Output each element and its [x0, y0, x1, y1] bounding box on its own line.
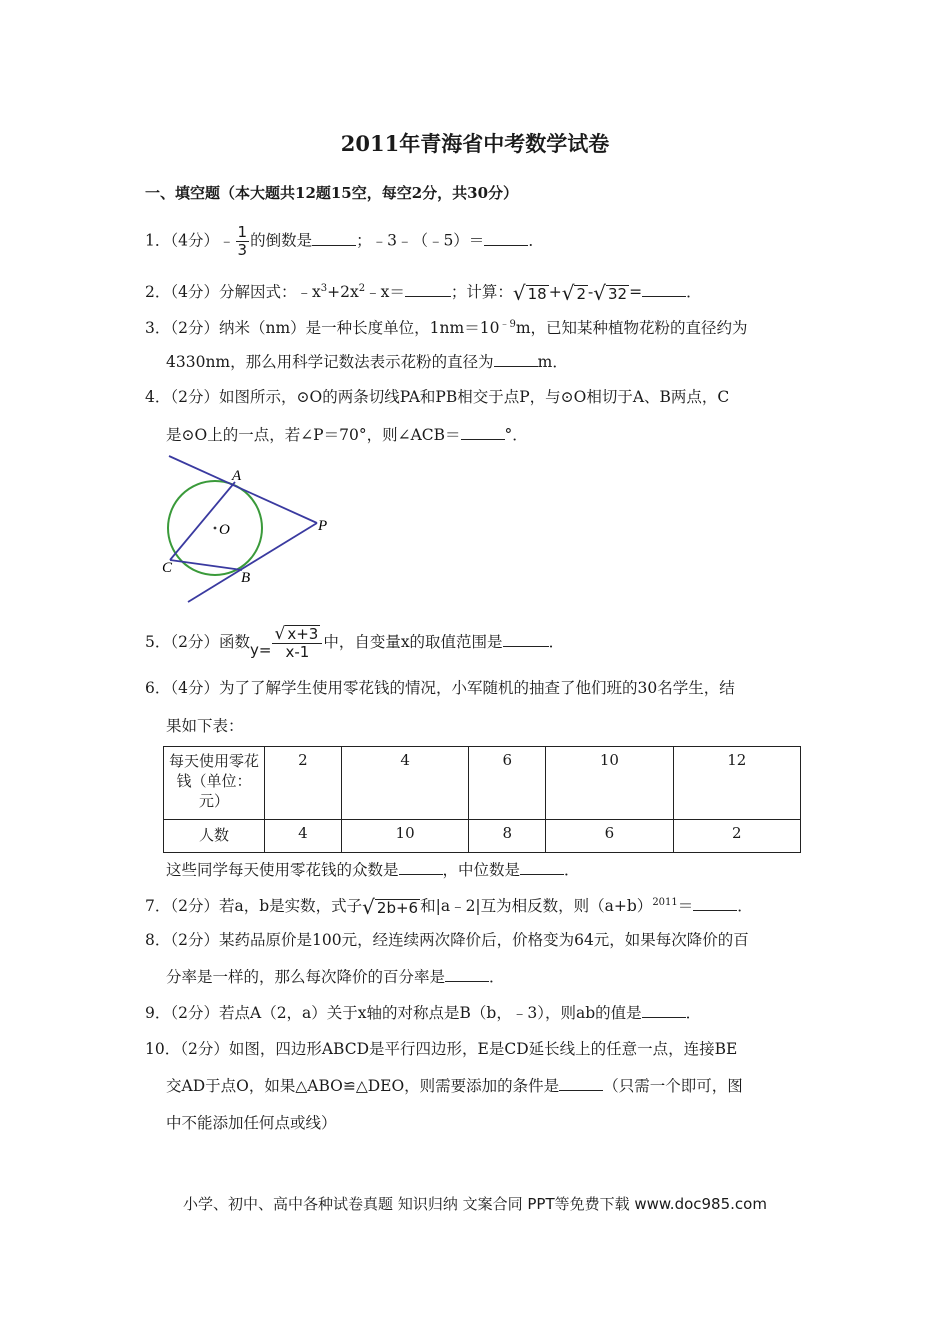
table-cell: 6 [546, 820, 673, 853]
answer-blank[interactable] [559, 1076, 603, 1091]
question-number: 6． [145, 679, 171, 697]
answer-blank[interactable] [693, 896, 737, 911]
question-score: （2分） [170, 897, 219, 915]
question-text: m，已知某种植物花粉的直径约为 [515, 319, 748, 337]
question-10-line-2 [166, 1076, 743, 1096]
question-5 [145, 625, 564, 661]
table-header-cell: 人数 [164, 820, 265, 853]
fraction-denominator: x-1 [285, 643, 310, 661]
question-score: （2分） [170, 388, 219, 406]
question-text: 为了了解学生使用零花钱的情况，小军随机的抽查了他们班的30名学生，结 [219, 679, 735, 697]
question-3-line-2 [166, 352, 568, 372]
question-number: 5． [145, 633, 171, 651]
label-o: O [219, 522, 230, 538]
table-cell: 12 [673, 747, 800, 820]
question-3-line-1 [145, 315, 748, 338]
radicand: 2 [576, 285, 586, 303]
radicand: 18 [527, 285, 547, 303]
question-10-line-1 [145, 1039, 737, 1059]
question-text: ；计算： [450, 283, 513, 301]
section-heading: 一、填空题（本大题共12题15空，每空2分，共30分） [145, 184, 519, 202]
tangent-line-pb [188, 523, 317, 602]
exponent: 2011 [652, 897, 678, 908]
radicand: 2b+6 [376, 899, 419, 917]
question-9 [145, 1003, 701, 1023]
answer-blank[interactable] [405, 282, 451, 297]
question-8-line-1 [145, 930, 749, 950]
question-text: +2x [327, 283, 359, 301]
answer-blank[interactable] [484, 231, 528, 246]
question-text: 若点A（2，a）关于x轴的对称点是B（b，﹣3），则ab的值是 [219, 1004, 642, 1022]
question-score: （2分） [170, 931, 219, 949]
radical-sign-icon: √ [274, 624, 286, 644]
question-text: ． [685, 1004, 702, 1022]
question-text: ＝ [677, 897, 694, 915]
exponent: 3 [320, 283, 328, 294]
answer-blank[interactable] [461, 425, 505, 440]
question-text: 4330nm，那么用科学记数法表示花粉的直径为 [166, 353, 494, 371]
table-header-cell: 每天使用零花钱（单位：元） [164, 747, 265, 820]
question-text: ；﹣3﹣（﹣5）＝ [356, 231, 485, 250]
answer-blank[interactable] [494, 352, 538, 367]
table-cell: 4 [265, 820, 342, 853]
fraction [272, 625, 322, 661]
radical [274, 625, 320, 643]
center-point [214, 527, 217, 530]
question-text: ． [686, 283, 702, 301]
question-text: 函数 [219, 633, 251, 651]
answer-blank[interactable] [503, 632, 549, 647]
tangent-line-pa [169, 456, 317, 523]
label-p: P [318, 518, 328, 534]
answer-blank[interactable] [445, 967, 489, 982]
minus-sign: - [588, 283, 594, 301]
question-text: 和|a﹣2|互为相反数，则（a+b） [420, 897, 653, 915]
table-cell: 8 [469, 820, 546, 853]
question-text: 这些同学每天使用零花钱的众数是 [166, 861, 399, 879]
question-1 [145, 224, 544, 259]
table-cell: 10 [341, 820, 468, 853]
question-text: ． [528, 231, 544, 250]
question-text: 是⊙O上的一点，若∠P＝70°，则∠ACB＝ [166, 426, 461, 444]
question-text: （只需一个即可，图 [603, 1077, 743, 1095]
table-cell: 2 [265, 747, 342, 820]
fraction-numerator [272, 625, 322, 644]
question-number: 10． [145, 1040, 181, 1058]
question-8-line-2 [166, 967, 505, 987]
question-text: 某药品原价是100元，经连续两次降价后，价格变为64元，如果每次降价的百 [219, 931, 749, 949]
pocket-money-table [163, 746, 801, 853]
circle-tangent-figure [155, 450, 340, 610]
exponent: ﹣9 [499, 319, 516, 330]
table-cell: 2 [673, 820, 800, 853]
minus-sign: ﹣ [219, 231, 235, 250]
question-score: （2分） [170, 1004, 219, 1022]
exponent: 2 [358, 283, 366, 294]
label-c: C [162, 560, 173, 576]
question-text: 如图所示，⊙O的两条切线PA和PB相交于点P，与⊙O相切于A、B两点，C [219, 388, 730, 406]
equals-sign: = [629, 283, 643, 301]
question-text: ﹣x＝ [365, 283, 405, 301]
answer-blank[interactable] [312, 231, 356, 246]
radical-sign-icon: √ [561, 281, 575, 305]
question-text: 中，自变量x的取值范围是 [323, 633, 503, 651]
radical [562, 283, 588, 303]
question-6-line-3 [166, 860, 580, 880]
radical [593, 283, 629, 303]
table-cell: 6 [469, 747, 546, 820]
answer-blank[interactable] [520, 860, 564, 875]
table-row [164, 820, 801, 853]
question-6-line-1 [145, 678, 735, 698]
radical-sign-icon: √ [512, 281, 526, 305]
table-cell: 4 [341, 747, 468, 820]
question-number: 1． [145, 231, 171, 250]
radical-sign-icon: √ [593, 281, 606, 305]
question-number: 4． [145, 388, 171, 406]
question-text: 若a，b是实数，式子 [219, 897, 363, 915]
question-number: 2． [145, 283, 171, 301]
table-row [164, 747, 801, 820]
question-text: 纳米（nm）是一种长度单位，1nm＝10 [219, 319, 500, 337]
answer-blank[interactable] [399, 860, 443, 875]
question-text: ． [489, 968, 505, 986]
question-text: °． [504, 426, 528, 444]
question-number: 7． [145, 897, 171, 915]
fraction-denominator: 3 [237, 241, 248, 259]
question-score: （4分） [170, 283, 219, 301]
chord-cb [170, 560, 242, 570]
radical [362, 897, 420, 917]
radical [513, 283, 549, 303]
radicand: x+3 [287, 625, 319, 643]
radicand: 32 [608, 285, 628, 303]
question-score: （4分） [170, 231, 219, 250]
answer-blank[interactable] [642, 1003, 686, 1018]
question-text: ． [564, 861, 580, 879]
radical-sign-icon: √ [362, 895, 375, 919]
question-text: ． [548, 633, 565, 651]
question-4-line-1 [145, 387, 729, 407]
label-b: B [241, 570, 251, 586]
fraction [236, 224, 250, 259]
table-cell: 10 [546, 747, 673, 820]
question-score: （2分） [170, 319, 219, 337]
question-text: 交AD于点O，如果△ABO≌△DEO，则需要添加的条件是 [166, 1077, 560, 1095]
question-score: （2分） [180, 1040, 229, 1058]
fraction-numerator: 1 [237, 223, 248, 241]
plus-sign: + [548, 283, 562, 301]
question-6-line-2: 果如下表： [166, 717, 244, 735]
answer-blank[interactable] [642, 282, 686, 297]
question-text: ，中位数是 [442, 861, 521, 879]
page-title: 2011年青海省中考数学试卷 [340, 131, 610, 156]
question-10-line-3: 中不能添加任何点或线） [166, 1114, 337, 1132]
question-number: 9． [145, 1004, 171, 1022]
question-number: 8． [145, 931, 171, 949]
question-text: ． [737, 897, 753, 915]
question-number: 3． [145, 319, 171, 337]
function-variable: y= [250, 641, 272, 659]
page-footer: 小学、初中、高中各种试卷真题 知识归纳 文案合同 PPT等免费下载 www.doc985.com [183, 1195, 767, 1213]
question-7 [145, 893, 753, 917]
chord-ca [170, 482, 235, 560]
label-a: A [232, 468, 242, 484]
question-text: m． [537, 353, 568, 371]
question-text: 的倒数是 [250, 231, 313, 250]
question-4-line-2 [166, 425, 528, 445]
question-text: 分率是一样的，那么每次降价的百分率是 [166, 968, 446, 986]
question-text: 分解因式：﹣x [219, 283, 321, 301]
question-score: （4分） [170, 679, 219, 697]
question-score: （2分） [170, 633, 219, 651]
question-2 [145, 279, 702, 303]
question-text: 如图，四边形ABCD是平行四边形，E是CD延长线上的任意一点，连接BE [228, 1040, 738, 1058]
